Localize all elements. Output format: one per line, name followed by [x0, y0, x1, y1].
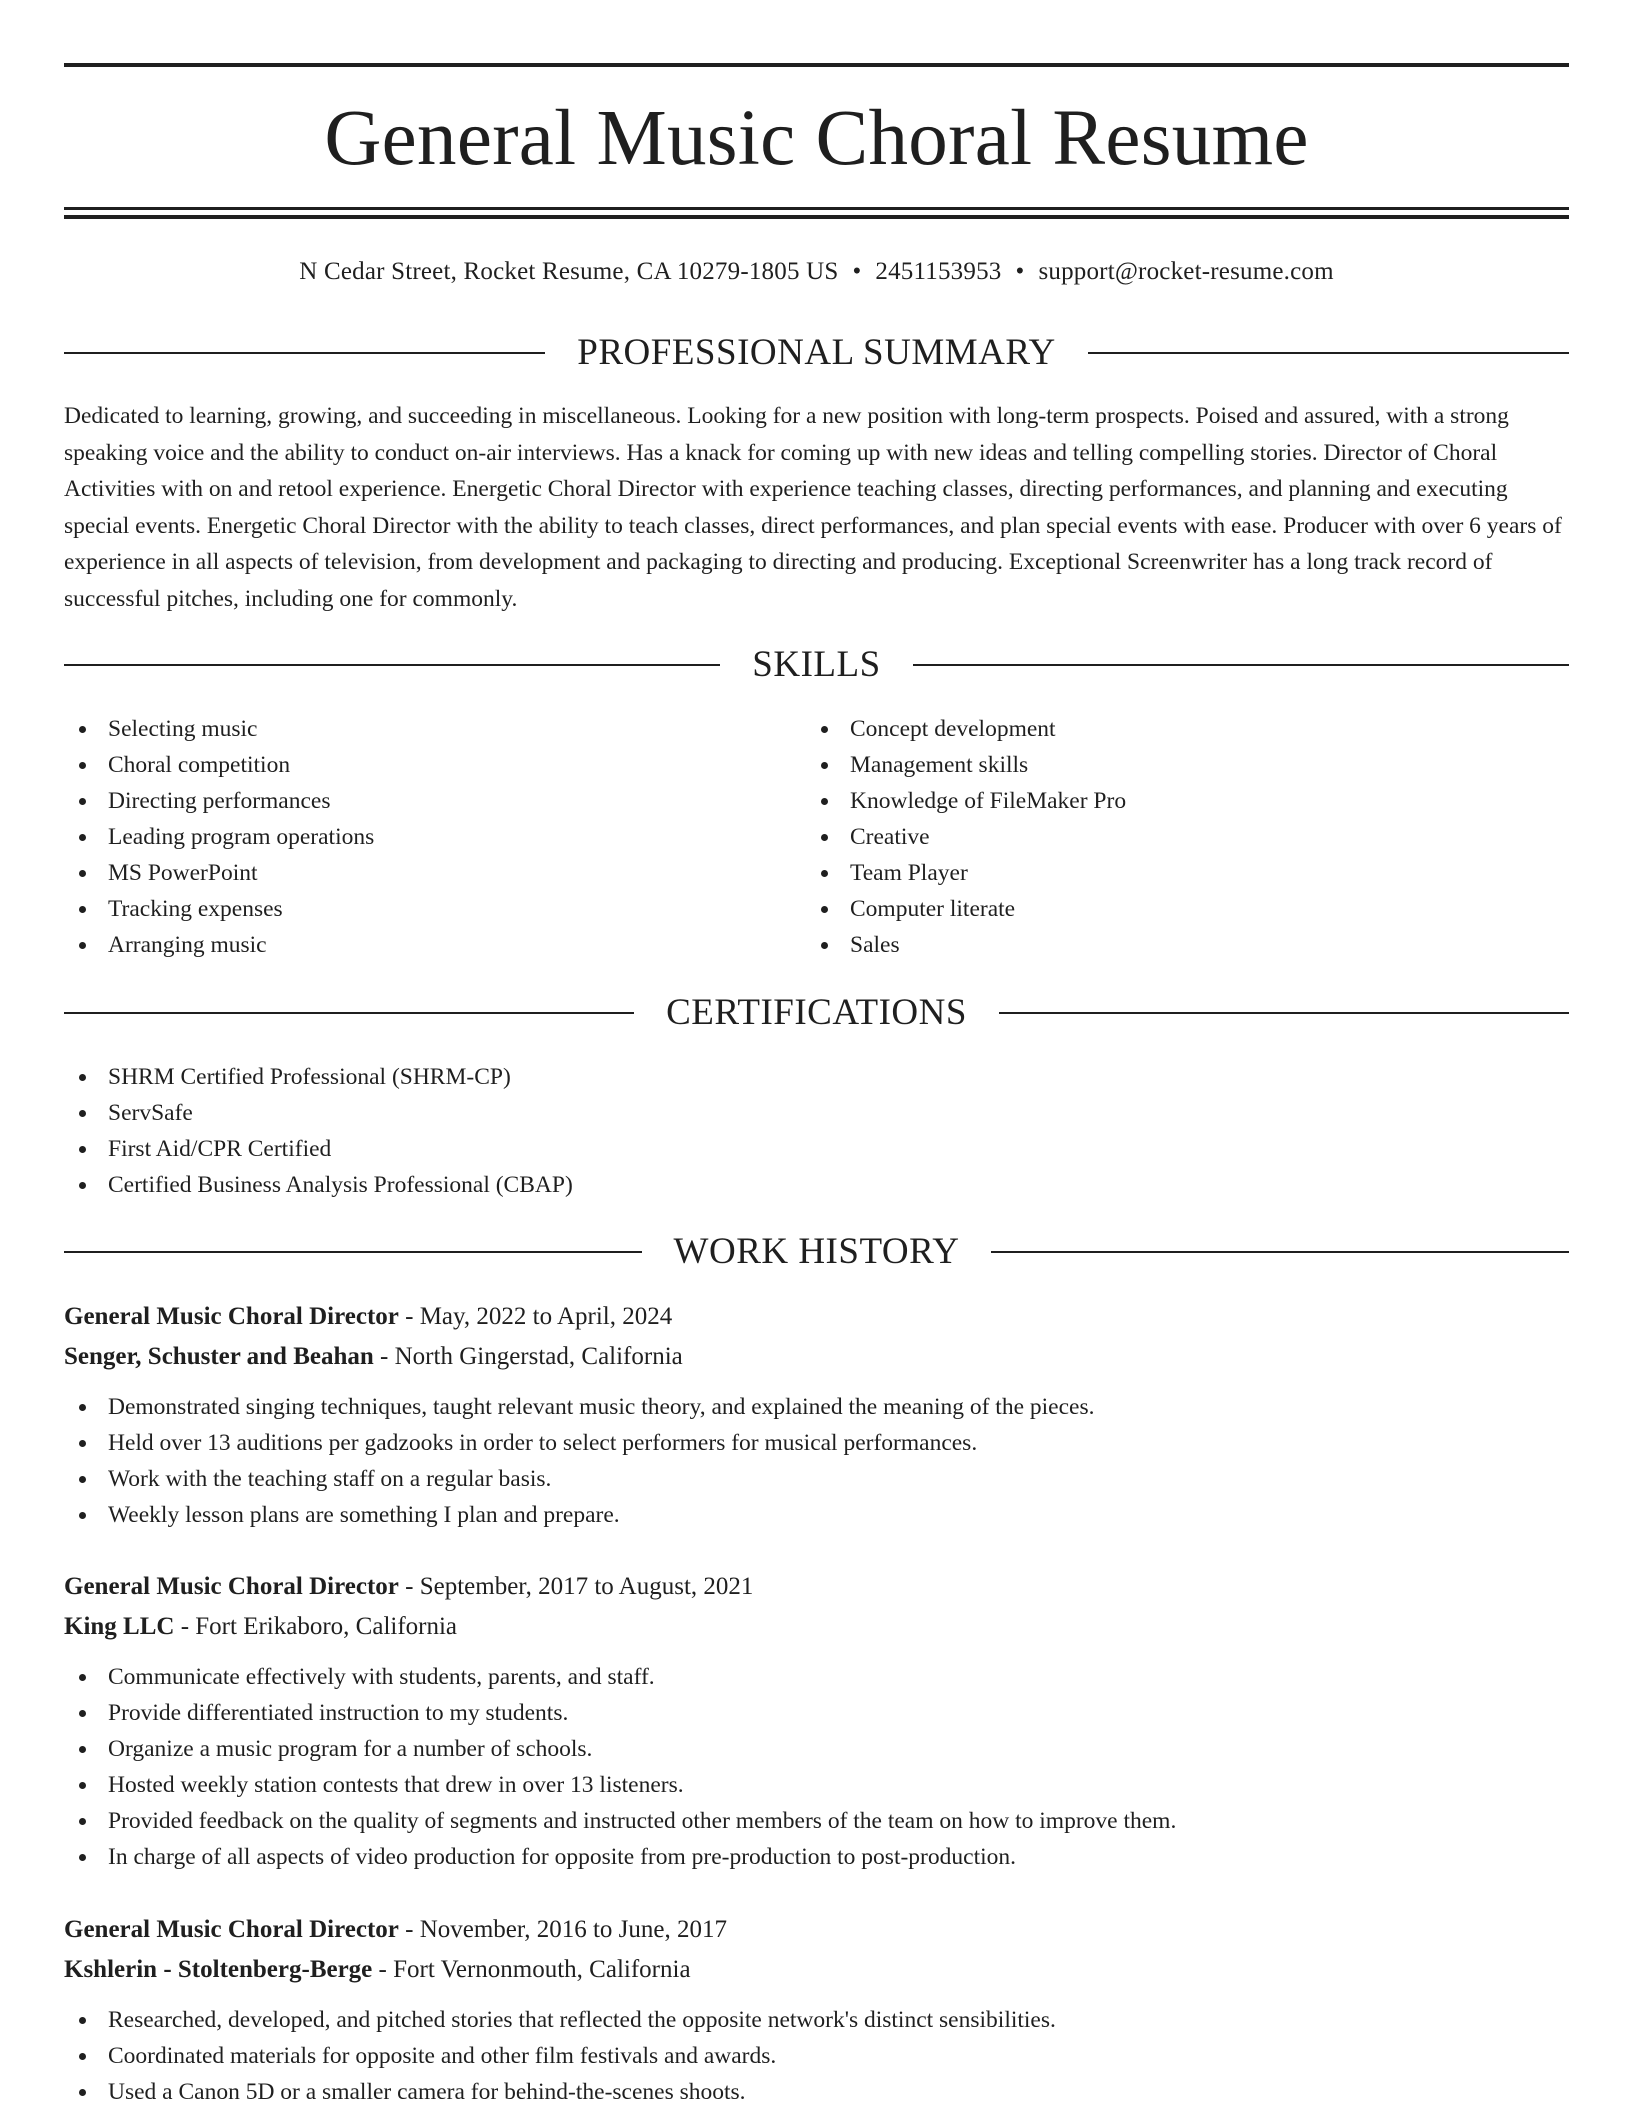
- job-entry: [64, 1297, 1569, 1533]
- heading-rule-right: [999, 1012, 1569, 1014]
- job-separator: -: [373, 1343, 395, 1370]
- skill-item: Computer literate: [806, 891, 1546, 927]
- skill-item: Leading program operations: [64, 819, 804, 855]
- job-entry: [64, 1910, 1569, 2110]
- job-duty-item: Work with the teaching staff on a regular basis.: [64, 1461, 1569, 1497]
- skills-list-left: [64, 711, 804, 963]
- job-duty-item: Provided feedback on the quality of segments and instructed other members of the team on how to improve them.: [64, 1803, 1569, 1839]
- job-company: King LLC: [64, 1613, 175, 1640]
- skill-item: Team Player: [806, 855, 1546, 891]
- job-title: General Music Choral Director: [64, 1916, 399, 1943]
- heading-rule-right: [1088, 352, 1569, 354]
- job-duty-item: Weekly lesson plans are something I plan and prepare.: [64, 1497, 1569, 1533]
- certification-item: ServSafe: [64, 1095, 1569, 1131]
- job-title-line: [64, 1297, 1569, 1337]
- job-separator: -: [398, 1303, 420, 1330]
- heading-rule-left: [64, 352, 545, 354]
- contact-phone: 2451153953: [875, 258, 1002, 285]
- skill-item: Directing performances: [64, 783, 804, 819]
- job-duty-item: Communicate effectively with students, parents, and staff.: [64, 1659, 1569, 1695]
- summary-text: Dedicated to learning, growing, and succeeding in miscellaneous. Looking for a new position with long-term prospects. Poised and assured, with a strong speaking voice and the ability to conduct on-air interviews. Has a knack for coming up with new ideas and telling compelling stories. Director of Choral Activities with on and retool experience. Energetic Choral Director with experience teaching classes, directing performances, and planning and executing special events. Energetic Choral Director with the ability to teach classes, direct performances, and plan special events with ease. Producer with over 6 years of experience in all aspects of television, from development and packaging to directing and producing. Exceptional Screenwriter has a long track record of successful pitches, including one for commonly.: [64, 403, 1562, 612]
- job-duties-list: [64, 1659, 1569, 1875]
- job-title-line: [64, 1567, 1569, 1607]
- certification-item: First Aid/CPR Certified: [64, 1131, 1569, 1167]
- certification-item: Certified Business Analysis Professional (CBAP): [64, 1167, 1569, 1203]
- job-company-line: [64, 1607, 1569, 1647]
- job-duty-item: Demonstrated singing techniques, taught relevant music theory, and explained the meaning of the pieces.: [64, 1389, 1569, 1425]
- summary-heading-label: PROFESSIONAL SUMMARY: [577, 332, 1056, 373]
- job-dates: November, 2016 to June, 2017: [419, 1916, 727, 1943]
- skills-heading-label: SKILLS: [752, 644, 881, 685]
- skill-item: Knowledge of FileMaker Pro: [806, 783, 1546, 819]
- heading-rule-right: [913, 664, 1569, 666]
- contact-separator: •: [1015, 258, 1025, 285]
- job-location: Fort Vernonmouth, California: [393, 1956, 691, 1983]
- certification-item: SHRM Certified Professional (SHRM-CP): [64, 1059, 1569, 1095]
- job-company: Senger, Schuster and Beahan: [64, 1343, 374, 1370]
- job-duty-item: Coordinated materials for opposite and other film festivals and awards.: [64, 2038, 1569, 2074]
- skill-item: Creative: [806, 819, 1546, 855]
- job-duty-item: Researched, developed, and pitched stories that reflected the opposite network's distinct sensibilities.: [64, 2002, 1569, 2038]
- skill-item: Tracking expenses: [64, 891, 804, 927]
- contact-line: [64, 252, 1569, 292]
- job-duty-item: Used a Canon 5D or a smaller camera for behind-the-scenes shoots.: [64, 2074, 1569, 2110]
- job-duty-item: Held over 13 auditions per gadzooks in order to select performers for musical performances.: [64, 1425, 1569, 1461]
- heading-rule-right: [991, 1251, 1569, 1253]
- job-separator: -: [174, 1613, 196, 1640]
- skill-item: Sales: [806, 927, 1546, 963]
- job-title: General Music Choral Director: [64, 1573, 399, 1600]
- skills-list-right: [806, 711, 1546, 963]
- job-duties-list: [64, 1389, 1569, 1533]
- title-double-rule-lower: [64, 215, 1569, 219]
- contact-separator: •: [852, 258, 862, 285]
- top-rule: [64, 63, 1569, 67]
- skill-item: Management skills: [806, 747, 1546, 783]
- certifications-heading: [64, 988, 1569, 1038]
- job-location: North Gingerstad, California: [394, 1343, 683, 1370]
- job-company-line: [64, 1337, 1569, 1377]
- job-duty-item: In charge of all aspects of video production for opposite from pre-production to post-production.: [64, 1839, 1569, 1875]
- job-entry: [64, 1567, 1569, 1875]
- certifications-heading-label: CERTIFICATIONS: [666, 992, 967, 1033]
- skill-item: Choral competition: [64, 747, 804, 783]
- heading-rule-left: [64, 1012, 634, 1014]
- title-double-rule-upper: [64, 207, 1569, 210]
- heading-rule-left: [64, 664, 720, 666]
- job-dates: September, 2017 to August, 2021: [419, 1573, 754, 1600]
- job-duties-list: [64, 2002, 1569, 2110]
- job-duty-item: Provide differentiated instruction to my students.: [64, 1695, 1569, 1731]
- work-history-heading: [64, 1227, 1569, 1277]
- certifications-list: [64, 1059, 1569, 1203]
- job-dates: May, 2022 to April, 2024: [419, 1303, 673, 1330]
- skill-item: Arranging music: [64, 927, 804, 963]
- job-duty-item: Organize a music program for a number of schools.: [64, 1731, 1569, 1767]
- resume-title: General Music Choral Resume: [324, 95, 1309, 182]
- job-duty-item: Hosted weekly station contests that drew in over 13 listeners.: [64, 1767, 1569, 1803]
- job-separator: -: [372, 1956, 394, 1983]
- work-history-heading-label: WORK HISTORY: [673, 1231, 960, 1272]
- job-title: General Music Choral Director: [64, 1303, 399, 1330]
- job-location: Fort Erikaboro, California: [195, 1613, 458, 1640]
- contact-address: N Cedar Street, Rocket Resume, CA 10279-1805 US: [299, 258, 839, 285]
- skill-item: Selecting music: [64, 711, 804, 747]
- skill-item: MS PowerPoint: [64, 855, 804, 891]
- contact-email: support@rocket-resume.com: [1038, 258, 1334, 285]
- job-separator: -: [398, 1916, 420, 1943]
- job-separator: -: [398, 1573, 420, 1600]
- heading-rule-left: [64, 1251, 642, 1253]
- job-company-line: [64, 1950, 1569, 1990]
- job-company: Kshlerin - Stoltenberg-Berge: [64, 1956, 373, 1983]
- skills-heading: [64, 640, 1569, 690]
- job-title-line: [64, 1910, 1569, 1950]
- summary-heading: [64, 328, 1569, 378]
- skill-item: Concept development: [806, 711, 1546, 747]
